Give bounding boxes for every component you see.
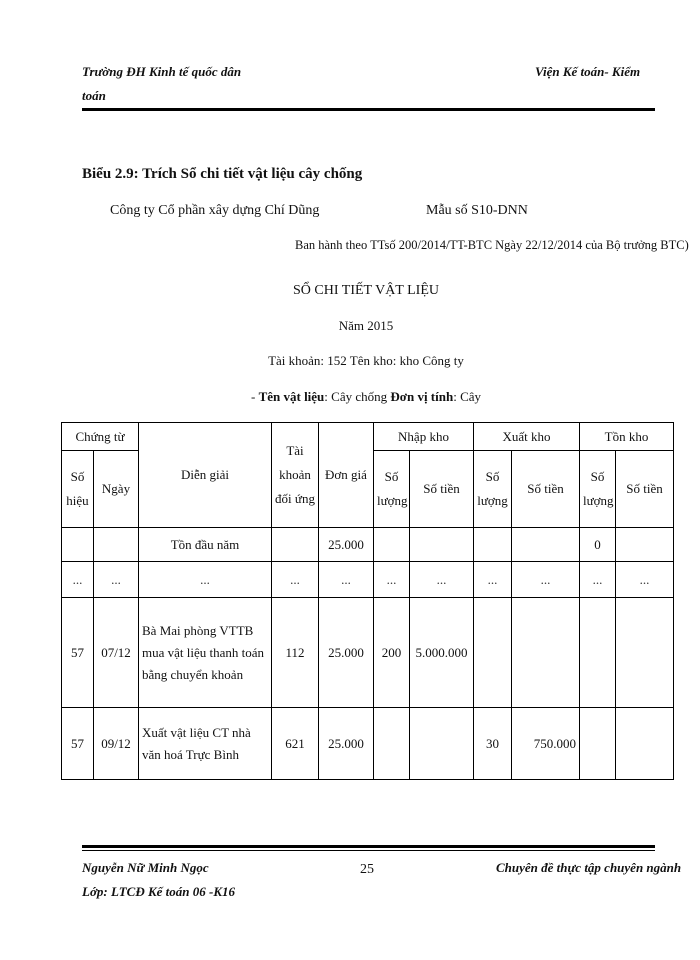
col-account: Tài khoản đối ứng: [272, 423, 319, 528]
material-line: [200, 389, 532, 405]
ledger-table: [61, 422, 674, 780]
col-description: Diễn giải: [139, 423, 272, 528]
company-name: Công ty Cổ phần xây dựng Chí Dũng: [110, 203, 320, 218]
ledger-year: Năm 2015: [338, 318, 394, 333]
account-line: Tài khoản: 152 Tên kho: kho Công ty: [268, 353, 464, 368]
ledger-title: SỔ CHI TIẾT VẬT LIỆU: [293, 283, 439, 298]
table-row: 57 09/12 Xuất vật liệu CT nhà văn hoá Trực Bình 621 25.000 30 750.000: [62, 708, 674, 780]
unit-label: Đơn vị tính: [390, 389, 454, 404]
col-ngay: Ngày: [94, 451, 139, 528]
opening-price: 25.000: [319, 528, 374, 562]
table-row-ellipsis: ... ... ... ... ... ... ... ... ... ... ...: [62, 562, 674, 598]
footer-rule-thin: [82, 850, 655, 851]
col-export: Xuất kho: [474, 423, 580, 451]
header-row-1: [62, 423, 674, 451]
header-institute: Viện Kế toán- Kiểm: [535, 64, 641, 79]
footer-rule-thick: [82, 845, 655, 848]
issued-note: Ban hành theo TTsố 200/2014/TT-BTC Ngày 22/12/2014 của Bộ trưởng BTC): [295, 238, 689, 252]
table-row: 57 07/12 Bà Mai phòng VTTB mua vật liệu thanh toán bằng chuyển khoản 112 25.000 200 5.000.000: [62, 598, 674, 708]
unit-value: : Cây: [453, 389, 482, 404]
opening-desc: Tồn đầu năm: [139, 528, 272, 562]
col-voucher: Chứng từ: [62, 423, 139, 451]
footer-report-title: Chuyên đề thực tập chuyên ngành: [496, 860, 682, 875]
footer-class: Lớp: LTCĐ Kế toán 06 -K16: [82, 884, 235, 899]
material-prefix: -: [250, 389, 259, 404]
section-title: Biểu 2.9: Trích Sổ chi tiết vật liệu cây chống: [82, 166, 363, 182]
col-stock-amount: Số tiền: [616, 451, 674, 528]
opening-stock-qty: 0: [580, 528, 616, 562]
col-import-qty: Số lượng: [374, 451, 410, 528]
footer-author: Nguyễn Nữ Minh Ngọc: [82, 860, 209, 875]
col-export-qty: Số lượng: [474, 451, 512, 528]
header-school: Trường ĐH Kinh tế quốc dân: [82, 64, 242, 79]
col-export-amount: Số tiền: [512, 451, 580, 528]
col-price: Đơn giá: [319, 423, 374, 528]
material-value: : Cây chống: [324, 389, 391, 404]
col-stock-qty: Số lượng: [580, 451, 616, 528]
col-so-hieu: Số hiệu: [62, 451, 94, 528]
col-stock: Tồn kho: [580, 423, 674, 451]
form-number: Mẫu số S10-DNN: [426, 203, 528, 218]
page-number: 25: [360, 862, 374, 877]
header-school-cont: toán: [82, 88, 106, 103]
material-label: Tên vật liệu: [258, 389, 325, 404]
header-rule: [82, 108, 655, 111]
table-row-opening: [62, 528, 674, 562]
col-import-amount: Số tiền: [410, 451, 474, 528]
col-import: Nhập kho: [374, 423, 474, 451]
